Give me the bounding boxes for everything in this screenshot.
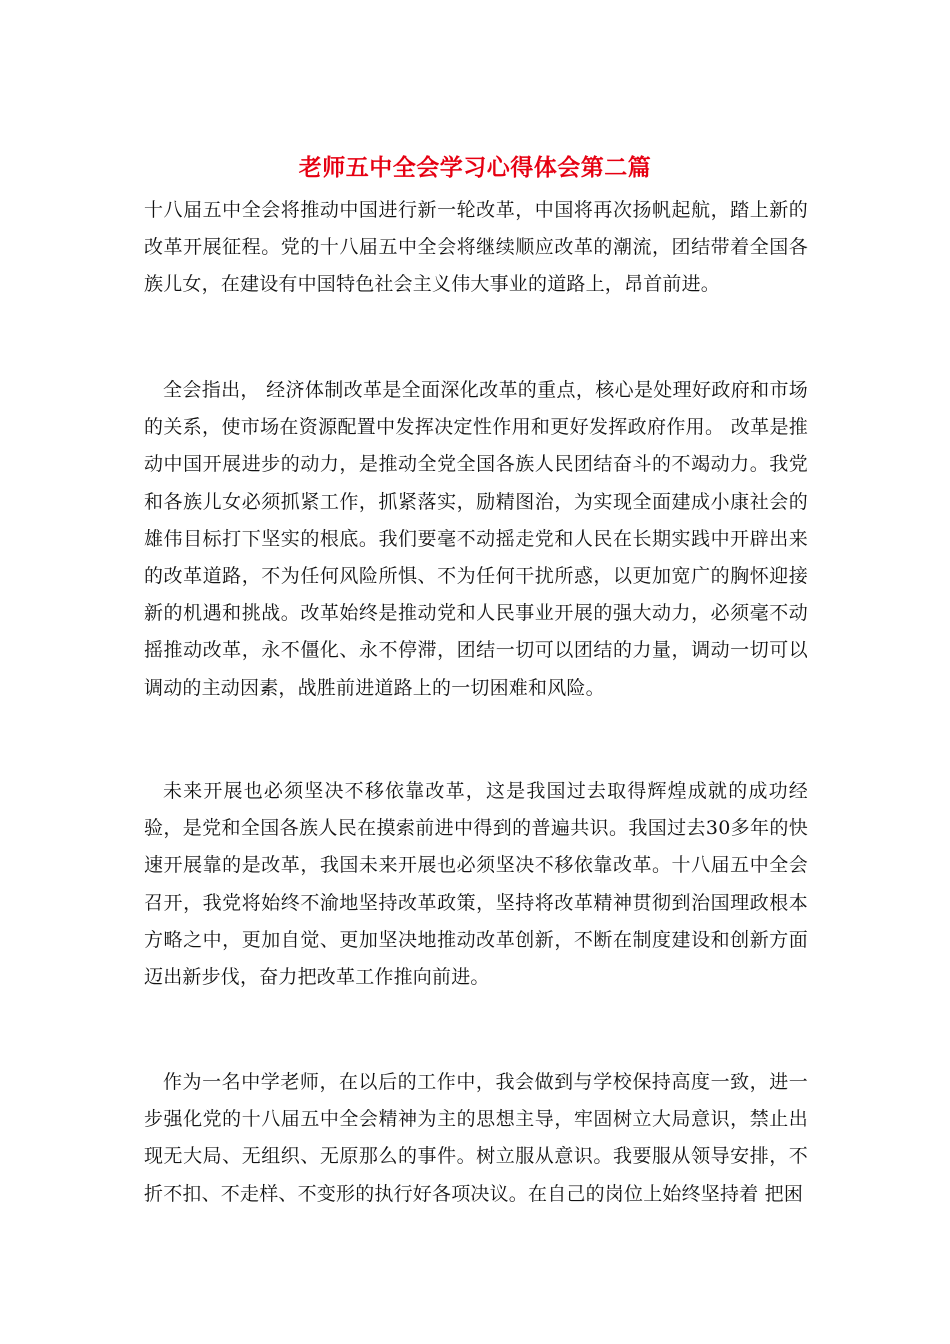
paragraph-4: 作为一名中学老师，在以后的工作中，我会做到与学校保持高度一致，进一步强化党的十八届五中全会精神为主的思想主导，牢固树立大局意识，禁止出现无大局、无组织、无原那么的事件。树立服从意识。我要服从领导安排，不折不扣、不走样、不变形的执行好各项决议。在自己的岗位上始终坚持着 把困 [144,1071,808,1205]
paragraph-3: 未来开展也必须坚决不移依靠改革，这是我国过去取得辉煌成就的成功经验，是党和全国各族人民在摸索前进中得到的普遍共识。我国过去30多年的快速开展靠的是改革，我国未来开展也必须坚决不移依靠改革。十八届五中全会召开，我党将始终不渝地坚持改革政策，坚持将改革精神贯彻到治国理政根本方略之中，更加自觉、更加坚决地推动改革创新，不断在制度建设和创新方面迈出新步伐，奋力把改革工作推向前进。 [144,780,808,989]
document-title: 老师五中全会学习心得体会第二篇 [298,154,652,181]
paragraph-2: 全会指出， 经济体制改革是全面深化改革的重点，核心是处理好政府和市场的关系，使市场在资源配置中发挥决定性作用和更好发挥政府作用。 改革是推动中国开展进步的动力，是推动全党全国各族人民团结奋斗的不竭动力。我党和各族儿女必须抓紧工作，抓紧落实，励精图治，为实现全面建成小康社会的雄伟目标打下坚实的根底。我们要毫不动摇走党和人民在长期实践中开辟出来的改革道路，不为任何风险所惧、不为任何干扰所惑，以更加宽广的胸怀迎接新的机遇和挑战。改革始终是推动党和人民事业开展的强大动力，必须毫不动摇推动改革，永不僵化、永不停滞，团结一切可以团结的力量，调动一切可以调动的主动因素，战胜前进道路上的一切困难和风险。 [144,379,808,699]
paragraph-1: 十八届五中全会将推动中国进行新一轮改革，中国将再次扬帆起航，踏上新的改革开展征程。党的十八届五中全会将继续顺应改革的潮流，团结带着全国各族儿女，在建设有中国特色社会主义伟大事业的道路上，昂首前进。 [144,199,808,296]
